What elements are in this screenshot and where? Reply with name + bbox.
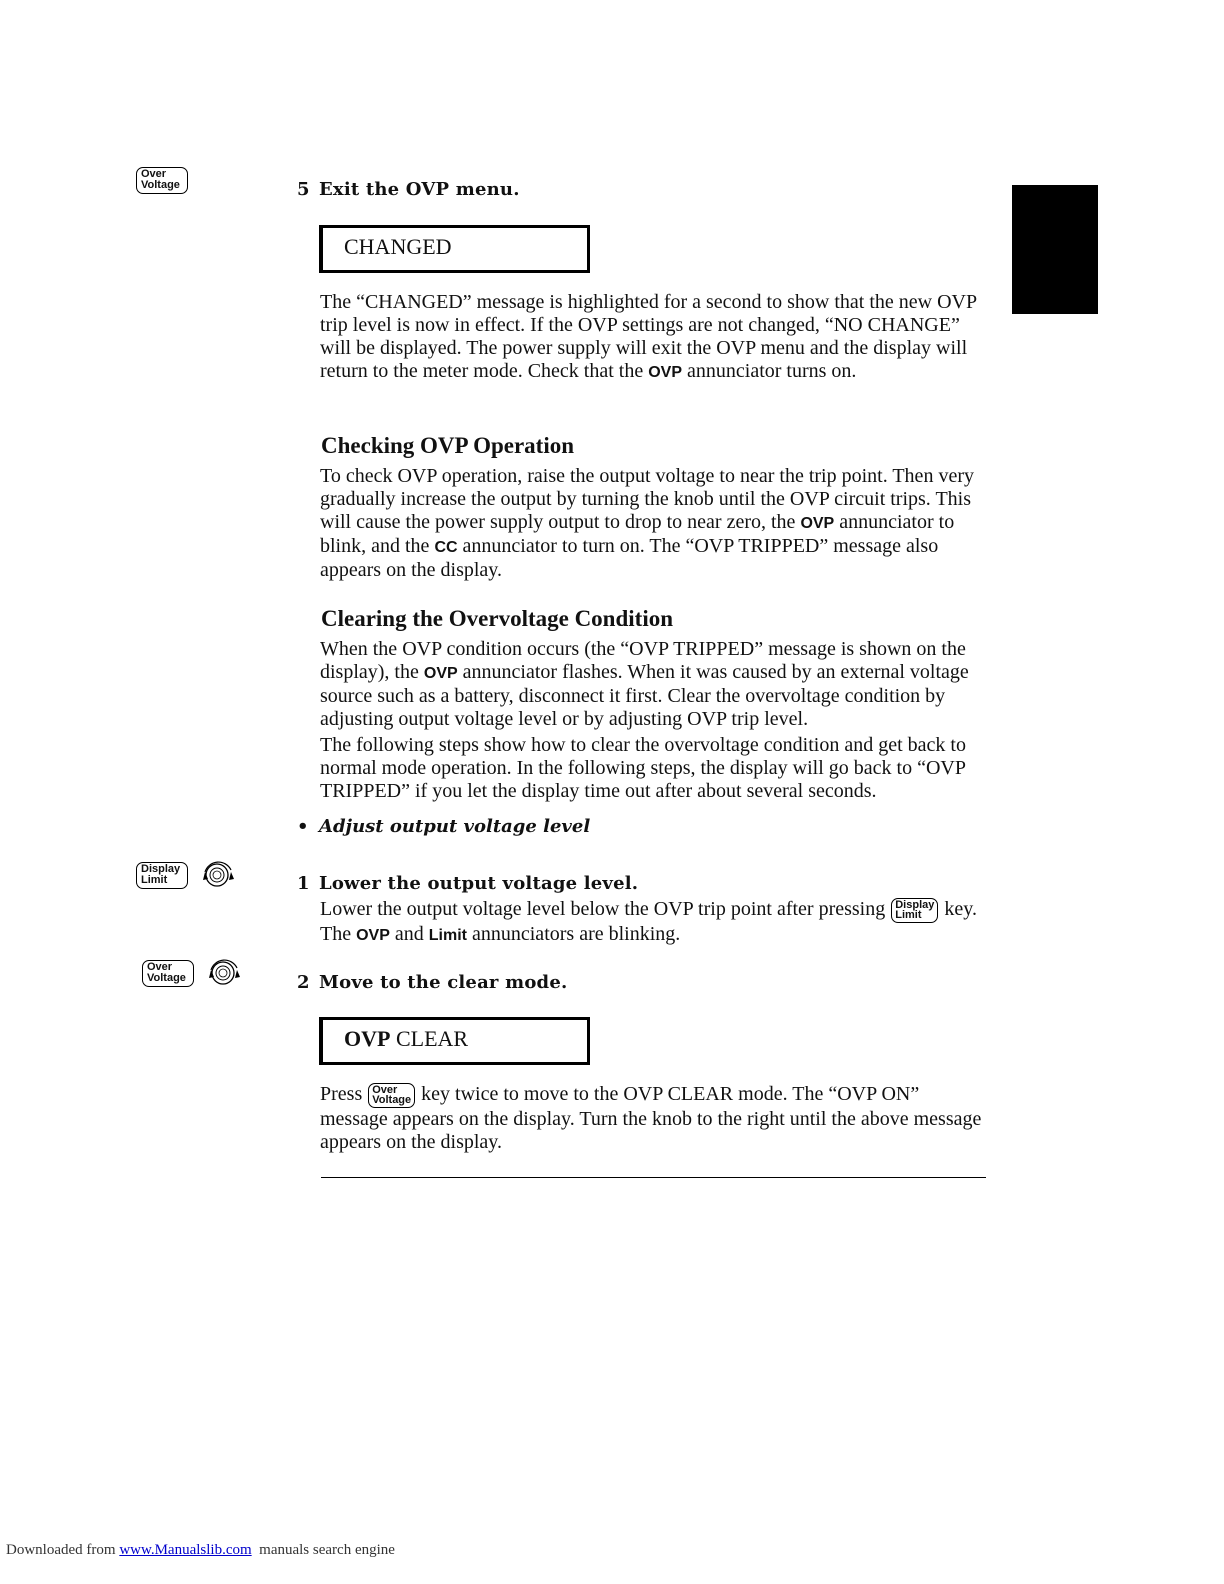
key-label: Voltage [141,179,180,191]
text: When the OVP condition occurs (the “OVP TRIPPED” message is shown on the display), the [320,638,966,683]
bullet-adjust-output [297,816,590,837]
chapter-tab [1012,185,1098,314]
text: Press [320,1083,368,1106]
lcd-text-bold: OVP [344,1026,391,1051]
key-label: Display [141,862,181,875]
bullet-text: Adjust output voltage level [319,816,591,837]
key-label: Limit [895,909,922,921]
display-limit-key-icon [891,898,938,923]
knob-icon [197,858,241,892]
step-number: 1 [297,873,310,894]
text: and [389,923,429,945]
key-label: Limit [141,873,168,886]
heading-clearing-overvoltage: Clearing the Overvoltage Condition [321,606,673,631]
ovp-annunciator: OVP [648,364,683,381]
section-divider [321,1177,986,1178]
ovp-annunciator: OVP [356,927,390,944]
text: The “CHANGED” message is highlighted for a second to show that the new OVP trip level is now in effect. If the OVP settings are not changed, “NO CHANGE” will be displayed. The power supply will exit the OVP menu and the display will return to the meter mode. Check that the [320,291,977,382]
step-number: 2 [297,972,310,993]
text: Lower the output voltage level below the OVP trip point after pressing [320,898,891,921]
limit-annunciator: Limit [428,927,467,944]
key-label: Voltage [147,971,186,984]
knob-icon [203,956,247,990]
text: annunciator to turn on. The “OVP TRIPPED” message also appears on the display. [320,535,939,581]
clearing-paragraph-2: The following steps show how to clear the overvoltage condition and get back to normal mode operation. In the following steps, the display will go back to “OVP TRIPPED” if you let the display time out after about several seconds. [320,734,966,802]
display-limit-knob-icon-group [136,858,241,892]
step-number: 5 [297,179,310,200]
over-voltage-key-icon [368,1083,415,1108]
manualslib-link[interactable]: www.Manualslib.com [119,1542,252,1558]
step-5-title [297,179,520,200]
key-label: Display [895,899,935,911]
step-1-title [297,873,638,894]
key-label: Over [147,960,173,973]
key-label: Over [141,168,167,180]
lcd-display-ovp-clear [319,1017,590,1065]
step-title-text: Lower the output voltage level. [319,873,639,894]
bullet-mark: • [297,816,309,837]
lcd-text: CHANGED [344,234,452,259]
cc-annunciator: CC [434,539,458,556]
over-voltage-knob-icon-group [142,956,247,990]
text: annunciator flashes. When it was caused by an external voltage source such as a battery, disconnect it first. Clear the overvoltage condition by adjusting output voltage level or by adjusting OVP trip level. [320,661,969,730]
checking-ovp-paragraph [320,465,988,582]
ovp-annunciator: OVP [423,665,458,682]
text: annunciators are blinking. [467,923,681,945]
step-1-description [320,898,988,947]
text: annunciator to blink, and the [320,511,955,557]
lcd-text: CLEAR [390,1026,469,1051]
over-voltage-key-icon [142,960,194,987]
lcd-display-changed [319,225,590,273]
key-label: Voltage [372,1094,412,1106]
step-2-description [320,1083,988,1154]
footer [6,1542,395,1559]
step-title-text: Exit the OVP menu. [319,179,520,200]
text: key twice to move to the OVP CLEAR mode. The “OVP ON” message appears on the display. Turn the knob to the right until the above message appears on the display. [320,1083,982,1153]
text: annunciator turns on. [682,360,857,382]
text: To check OVP operation, raise the output voltage to near the trip point. Then very gradually increase the output by turning the knob until the OVP circuit trips. This will cause the power supply output to drop to near zero, the [320,465,974,533]
step-5-description [320,291,988,384]
footer-prefix: Downloaded from [6,1542,120,1558]
text: key. The [320,898,977,945]
clearing-paragraph-1 [320,638,988,731]
display-limit-key-icon [136,862,188,889]
step-title-text: Move to the clear mode. [319,972,568,993]
footer-suffix: manuals search engine [251,1542,395,1558]
ovp-annunciator: OVP [800,515,835,532]
heading-checking-ovp: Checking OVP Operation [321,433,575,458]
over-voltage-key-icon [136,167,188,194]
step-2-title [297,972,567,993]
key-label: Over [372,1084,398,1096]
